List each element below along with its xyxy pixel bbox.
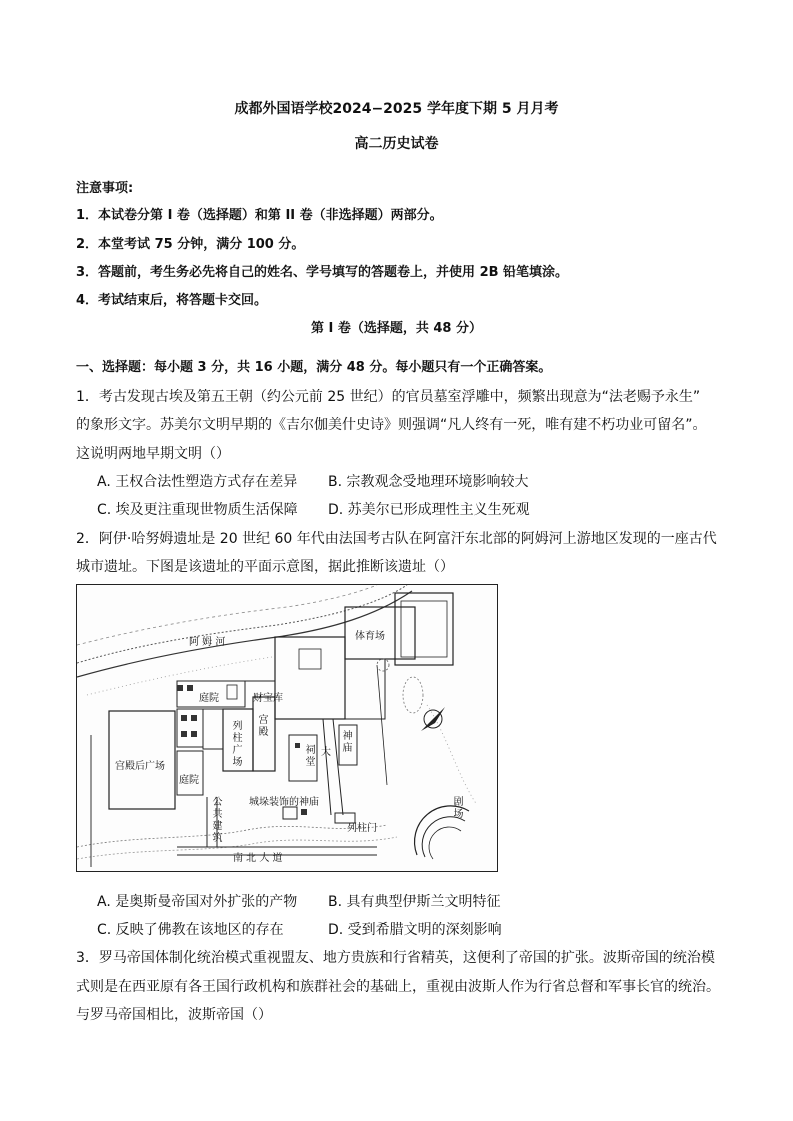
map-label-palace: 宫殿 (258, 715, 269, 738)
section-title: 第 I 卷（选择题，共 48 分） (310, 321, 483, 336)
notice-heading: 注意事项: (76, 181, 134, 196)
map-label-river: 阿 姆 河 (189, 637, 226, 648)
notice-item: 4．考试结束后，将答题卡交回。 (76, 293, 268, 308)
map-label-public-building: 公共建筑 (212, 797, 223, 844)
question-1-line: 的象形文字。苏美尔文明早期的《吉尔伽美什史诗》则强调“凡人终有一死，唯有建不朽功业可留名”。 (76, 417, 707, 433)
notice-item: 2．本堂考试 75 分钟，满分 100 分。 (76, 237, 305, 252)
map-label-avenue: 南 北 大 道 (233, 853, 283, 864)
question-2-line: 城市遗址。下图是该遗址的平面示意图，据此推断该遗址（） (76, 559, 454, 575)
question-2-option-c[interactable]: C. 反映了佛教在该地区的存在 (97, 922, 284, 938)
question-3-line: 式则是在西亚原有各王国行政机构和族群社会的基础上，重视由波斯人作为行省总督和军事长官的统治。 (76, 979, 720, 995)
notice-item: 3．答题前，考生务必先将自己的姓名、学号填写的答题卷上，并使用 2B 铅笔填涂。 (76, 265, 569, 280)
question-2-line: 2．阿伊·哈努姆遗址是 20 世纪 60 年代由法国考古队在阿富汗东北部的阿姆河上游地区发现的一座古代 (76, 531, 717, 547)
question-1-option-d[interactable]: D. 苏美尔已形成理性主义生死观 (328, 502, 530, 518)
map-label-treasury: 财宝库 (253, 693, 283, 704)
question-1-option-a[interactable]: A. 王权合法性塑造方式存在差异 (97, 474, 298, 490)
section-instruction: 一、选择题：每小题 3 分，共 16 小题，满分 48 分。每小题只有一个正确答案。 (76, 360, 552, 375)
question-3-line: 与罗马帝国相比，波斯帝国（） (76, 1007, 272, 1023)
map-label-theatre: 剧场 (453, 797, 464, 820)
map-label-courtyard: 庭院 (199, 693, 219, 704)
map-label-street: 大 (321, 747, 331, 758)
exam-subtitle: 高二历史试卷 (354, 136, 439, 152)
question-1-option-c[interactable]: C. 埃及更注重现世物质生活保障 (97, 502, 298, 518)
map-label-gym: 体育场 (355, 631, 385, 642)
question-2-option-b[interactable]: B. 具有典型伊斯兰文明特征 (328, 894, 501, 910)
question-1-option-b[interactable]: B. 宗教观念受地理环境影响较大 (328, 474, 529, 490)
question-2-option-a[interactable]: A. 是奥斯曼帝国对外扩张的产物 (97, 894, 298, 910)
map-label-niche-temple: 城垛装饰的神庙 (249, 797, 319, 808)
map-label-temple: 神庙 (342, 731, 353, 754)
notice-item: 1．本试卷分第 I 卷（选择题）和第 II 卷（非选择题）两部分。 (76, 208, 443, 223)
question-1-line: 1．考古发现古埃及第五王朝（约公元前 25 世纪）的官员墓室浮雕中，频繁出现意为“法老赐予永生” (76, 389, 701, 405)
map-label-shrine: 祠堂 (305, 745, 316, 768)
map-label-rear-square: 宫殿后广场 (115, 761, 165, 772)
question-1-line: 这说明两地早期文明（） (76, 446, 230, 462)
map-label-courtyard: 庭院 (179, 775, 199, 786)
question-2-option-d[interactable]: D. 受到希腊文明的深刻影响 (328, 922, 502, 938)
question-3-line: 3．罗马帝国体制化统治模式重视盟友、地方贵族和行省精英，这便利了帝国的扩张。波斯帝国的统治模 (76, 950, 715, 966)
exam-title: 成都外国语学校2024−2025 学年度下期 5 月月考 (234, 101, 559, 117)
site-plan-map (76, 584, 498, 872)
site-plan-drawing (77, 585, 497, 871)
map-label-colonnade-gate: 列柱门 (347, 823, 377, 834)
map-label-colonnade-square: 列柱广场 (232, 721, 243, 768)
